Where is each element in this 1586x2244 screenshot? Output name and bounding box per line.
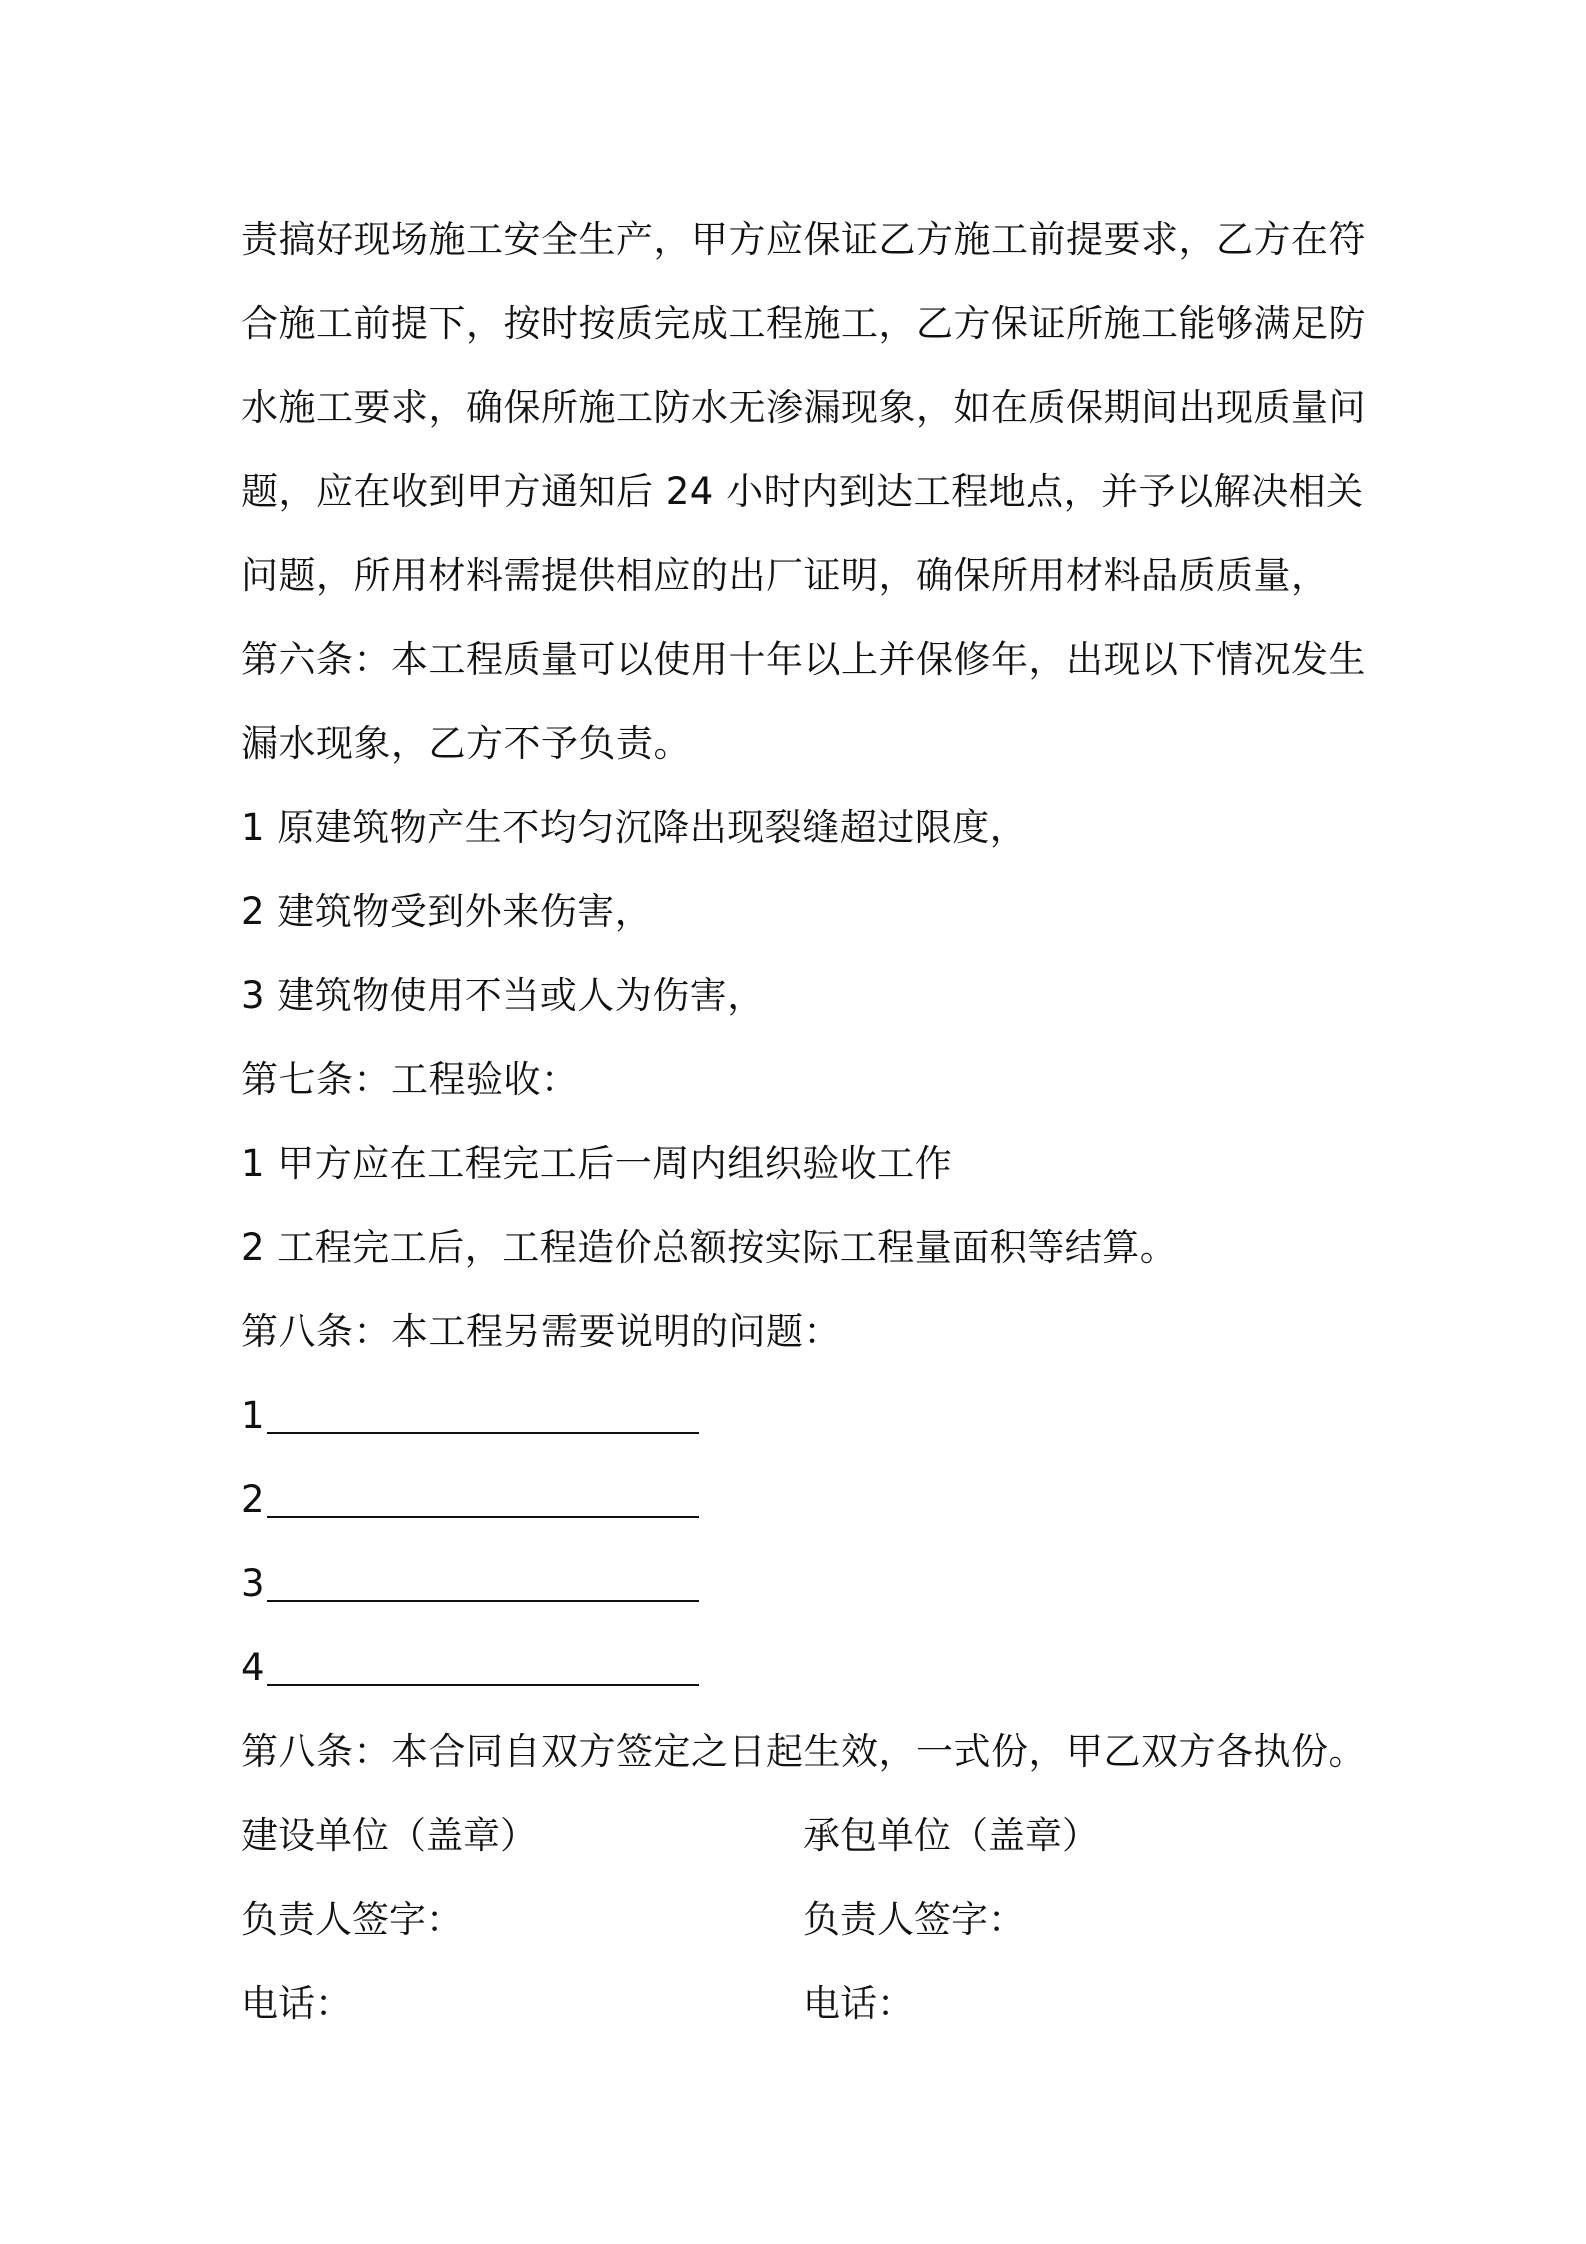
article-8-heading: 第八条：本工程另需要说明的问题： (241, 1310, 841, 1353)
signature-phone-row (241, 1962, 1361, 2046)
contractor-unit-label: 承包单位（盖章） (803, 1814, 1099, 1857)
paragraph-line: 责搞好现场施工安全生产，甲方应保证乙方施工前提要求，乙方在符 (241, 218, 1366, 261)
contractor-signer-label: 负责人签字： (803, 1898, 1025, 1941)
blank-underline[interactable] (267, 1432, 699, 1434)
list-item: 1 甲方应在工程完工后一周内组织验收工作 (241, 1142, 953, 1185)
client-phone-label: 电话： (241, 1982, 352, 2025)
blank-underline[interactable] (267, 1684, 699, 1686)
client-signer-label: 负责人签字： (241, 1898, 463, 1941)
fill-in-blank-row (241, 1458, 1361, 1542)
signature-unit-row (241, 1794, 1361, 1878)
blank-underline[interactable] (267, 1516, 699, 1518)
blank-number: 3 (241, 1562, 265, 1605)
blank-underline[interactable] (267, 1600, 699, 1602)
blank-number: 1 (241, 1394, 265, 1437)
paragraph-line: 题，应在收到甲方通知后 24 小时内到达工程地点，并予以解决相关 (241, 470, 1364, 513)
signature-person-row (241, 1878, 1361, 1962)
paragraph-line: 水施工要求，确保所施工防水无渗漏现象，如在质保期间出现质量问 (241, 386, 1366, 429)
list-item: 2 建筑物受到外来伤害， (241, 890, 653, 933)
fill-in-blank-row (241, 1542, 1361, 1626)
article-6-heading: 第六条：本工程质量可以使用十年以上并保修年，出现以下情况发生 (241, 638, 1366, 681)
contract-body (241, 198, 1366, 2046)
blank-number: 4 (241, 1646, 265, 1689)
article-7-heading: 第七条：工程验收： (241, 1058, 579, 1101)
paragraph-line: 漏水现象，乙方不予负责。 (241, 722, 691, 765)
contractor-phone-label: 电话： (803, 1982, 914, 2025)
closing-clause: 第八条：本合同自双方签定之日起生效，一式份，甲乙双方各执份。 (241, 1730, 1366, 1773)
paragraph-line: 合施工前提下，按时按质完成工程施工，乙方保证所施工能够满足防 (241, 302, 1366, 345)
client-unit-label: 建设单位（盖章） (241, 1814, 537, 1857)
list-item: 2 工程完工后，工程造价总额按实际工程量面积等结算。 (241, 1226, 1178, 1269)
fill-in-blank-row (241, 1626, 1361, 1710)
blank-number: 2 (241, 1478, 265, 1521)
fill-in-blank-row (241, 1374, 1361, 1458)
list-item: 3 建筑物使用不当或人为伤害， (241, 974, 765, 1017)
paragraph-line: 问题，所用材料需提供相应的出厂证明，确保所用材料品质质量， (241, 554, 1329, 597)
list-item: 1 原建筑物产生不均匀沉降出现裂缝超过限度， (241, 806, 1028, 849)
